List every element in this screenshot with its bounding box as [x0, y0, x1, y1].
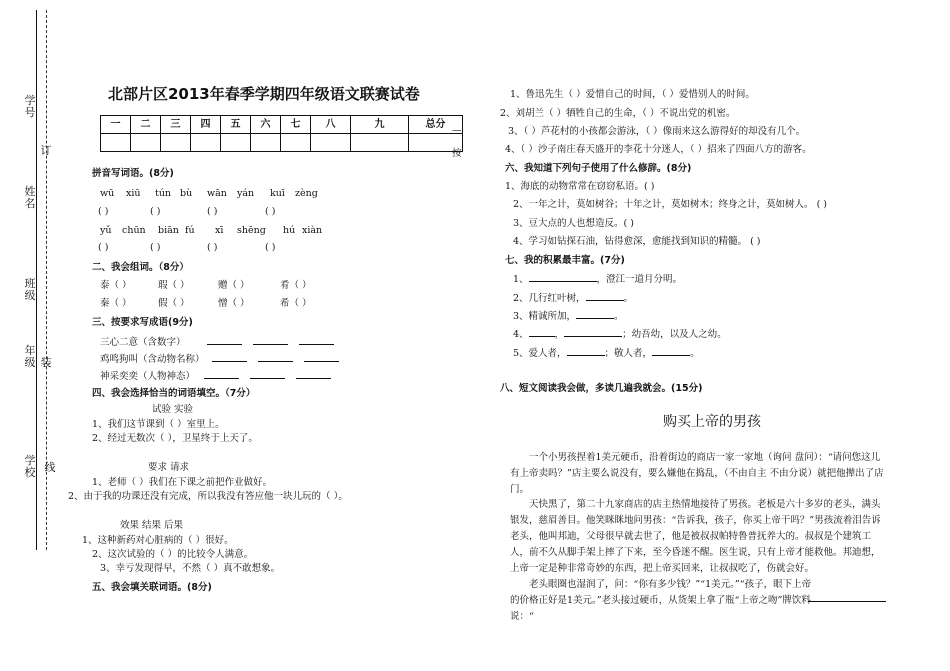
answer-blank[interactable] [207, 336, 242, 345]
answer-blank[interactable] [567, 347, 605, 356]
conjunction-question[interactable]: 4、（ ）沙子南庄春天盛开的李花十分迷人，（ ）招来了四面八方的游客。 [505, 144, 812, 155]
pinyin: kuī [270, 188, 285, 199]
school-label: 学校 [24, 454, 36, 479]
score-cell[interactable] [131, 134, 161, 152]
word-group-item[interactable]: 秦（ ） [100, 298, 132, 309]
poem-text: 。 [690, 348, 700, 359]
zhuang-mark: 装 [40, 356, 52, 369]
pinyin: yǔ [100, 225, 112, 236]
idiom-prompt: 三心二意（含数字） [100, 337, 186, 348]
poem-item [513, 347, 700, 359]
idiom-item [100, 353, 339, 365]
score-cell[interactable] [311, 134, 351, 152]
class-label: 班级 [24, 277, 36, 302]
page-title: 北部片区2013年春季学期四年级语文联赛试卷 [108, 85, 420, 103]
rhetoric-question[interactable]: 3、豆大点的人也想造反。( ) [513, 218, 634, 229]
answer-paren[interactable]: ( ) [98, 206, 109, 217]
score-col: 一 [101, 116, 131, 134]
poem-text: ，澄江一道月分明。 [596, 274, 683, 285]
conjunction-question[interactable]: 3、（ ）芦花村的小孩都会游泳，（ ）像雨来这么游得好的却没有几个。 [508, 126, 806, 137]
answer-paren[interactable]: ( ) [207, 206, 218, 217]
score-cell[interactable] [351, 134, 409, 152]
rhetoric-question[interactable]: 4、学习如钻探石油，钻得愈深，愈能找到知识的精髓。 ( ) [513, 236, 761, 247]
word-group-item[interactable]: 肴（ ） [280, 280, 312, 291]
answer-blank[interactable] [250, 370, 285, 379]
word-choices-1: 试验 实验 [152, 404, 194, 415]
fill-question[interactable]: 2、由于我的功课还没有完成，所以我没有答应他一块儿玩的（ ）。 [68, 491, 348, 502]
pinyin: biān [158, 225, 179, 236]
score-cell[interactable] [221, 134, 251, 152]
answer-paren[interactable]: ( ) [265, 206, 276, 217]
pinyin: fú [185, 225, 195, 236]
number-fill-line [36, 10, 37, 80]
poem-item [513, 292, 633, 304]
answer-blank[interactable] [529, 328, 555, 337]
word-group-item[interactable]: 假（ ） [158, 298, 190, 309]
answer-paren[interactable]: ( ) [207, 242, 218, 253]
answer-blank[interactable] [299, 336, 334, 345]
poem-prefix: 4、 [513, 329, 529, 340]
word-group-item[interactable]: 泰（ ） [100, 280, 132, 291]
pinyin: wū [100, 188, 115, 199]
section-2-title: 二、我会组词。（8分） [92, 262, 189, 273]
poem-prefix: 1、 [513, 274, 529, 285]
section-5-title: 五、我会填关联词语。(8分) [92, 582, 212, 593]
name-label: 姓名 [24, 185, 36, 210]
poem-text: ；幼吾幼，以及人之幼。 [622, 329, 727, 340]
story-paragraph: 天快黑了，第二十九家商店的店主热情地接待了男孩。老板是六十多岁的老头，满头银发，慈眉善目。他笑眯眯地问男孩：“告诉我，孩子，你买上帝干吗？”男孩流着泪告诉老头，他叫邦迪，父母很早就去世了，他是被叔叔帕特鲁普抚养大的。叔叔是个建筑工人，前不久从脚手架上摔了下来，至今昏迷不醒。医生说，只有上帝才能救他。邦迪想，上帝一定是种非常奇妙的东西，把上帝买回来，让叔叔吃了，伤就会好。 [510, 499, 881, 574]
score-col: 四 [191, 116, 221, 134]
binding-line [36, 10, 37, 550]
answer-paren[interactable]: ( ) [150, 206, 161, 217]
pinyin: hú [283, 225, 296, 236]
poem-item [513, 310, 624, 322]
answer-blank[interactable] [529, 273, 597, 282]
pinyin: tún [155, 188, 172, 199]
story-paragraph: 老头眼圈也湿润了，问：“你有多少钱？”“1美元。”“孩子，眼下上帝的价格正好是1美元。”老头接过硬币，从货架上拿了瓶“上帝之吻”牌饮料说：“ [510, 579, 812, 622]
poem-text: 3、精诚所加， [513, 311, 577, 322]
poem-text: 5、爱人者， [513, 348, 567, 359]
fill-question[interactable]: 1、这种新药对心脏病的（ ）很好。 [82, 535, 234, 546]
section-7-title: 七、我的积累最丰富。(7分) [505, 255, 625, 266]
story-paragraph: 一个小男孩捏着1美元硬币，沿着街边的商店一家一家地（询问 盘问）：“请问您这儿有上帝卖吗？”店主要么说没有，要么嫌他在捣乱，（不由自主 不由分说）就把他撵出了店门。 [510, 452, 884, 495]
pinyin: chūn [122, 225, 146, 236]
answer-blank[interactable] [212, 353, 247, 362]
answer-paren[interactable]: ( ) [98, 242, 109, 253]
answer-blank[interactable] [564, 328, 622, 337]
an-mark: 按 [452, 148, 462, 159]
poem-text: 。 [614, 311, 624, 322]
word-choices-3: 效果 结果 后果 [120, 520, 184, 531]
poem-text: 2、几行红叶树， [513, 293, 586, 304]
poem-item [513, 328, 727, 340]
answer-paren[interactable]: ( ) [150, 242, 161, 253]
section-8-title: 八、短文阅读我会做，多读几遍我就会。(15分) [500, 383, 703, 394]
idiom-prompt: 神采奕奕（人物神态） [100, 371, 196, 382]
word-choices-2: 要求 请求 [148, 462, 190, 473]
fill-question[interactable]: 3、幸亏发现得早，不然（ ）真不敢想象。 [100, 563, 281, 574]
number-label: 学号 [24, 94, 36, 119]
score-cell[interactable] [191, 134, 221, 152]
answer-blank[interactable] [652, 347, 690, 356]
answer-blank[interactable] [304, 353, 339, 362]
fill-question[interactable]: 1、老师（ ）我们在下课之前把作业做好。 [92, 477, 273, 488]
word-group-item[interactable]: 希（ ） [280, 298, 312, 309]
idiom-item [100, 370, 331, 382]
answer-blank[interactable] [296, 370, 331, 379]
poem-text: ， [554, 329, 565, 340]
score-col: 八 [311, 116, 351, 134]
score-col: 九 [351, 116, 409, 134]
section-6-title: 六、我知道下列句子使用了什么修辞。(8分) [505, 163, 692, 174]
poem-item [513, 273, 682, 285]
pinyin: zèng [295, 188, 318, 199]
answer-blank[interactable] [586, 292, 624, 301]
answer-blank[interactable] [576, 310, 614, 319]
pinyin: shēng [237, 225, 266, 236]
score-cell[interactable] [101, 134, 131, 152]
conjunction-question[interactable]: 1、鲁迅先生（ ）爱惜自己的时间，（ ）爱惜别人的时间。 [510, 89, 755, 100]
score-col: 总分 [409, 116, 463, 134]
answer-blank[interactable] [253, 336, 288, 345]
fill-question[interactable]: 2、这次试验的（ ）的比较令人满意。 [92, 549, 254, 560]
pinyin: bù [180, 188, 193, 199]
fill-question[interactable]: 1、我们这节课到（ ）室里上。 [92, 419, 225, 430]
answer-paren[interactable]: ( ) [265, 242, 276, 253]
score-col: 七 [281, 116, 311, 134]
section-1-title: 拼音写词语。(8分) [92, 168, 174, 179]
idiom-prompt: 鸡鸣狗叫（含动物名称） [100, 354, 205, 365]
section-3-title: 三、按要求写成语(9分) [92, 317, 193, 328]
xian-mark: 线 [44, 461, 56, 474]
rhetoric-question[interactable]: 1、海底的动物常常在窃窃私语。( ) [505, 181, 655, 192]
answer-blank[interactable] [204, 370, 239, 379]
word-group-item[interactable]: 憎（ ） [218, 298, 250, 309]
score-cell[interactable] [281, 134, 311, 152]
score-cell[interactable] [251, 134, 281, 152]
story-title: 购买上帝的男孩 [663, 414, 761, 430]
pinyin: xī [215, 225, 224, 236]
pinyin: wān [207, 188, 227, 199]
ding-mark: 订 [40, 144, 52, 157]
binding-dash-mark: — [452, 125, 462, 136]
pinyin: yán [237, 188, 255, 199]
score-col: 六 [251, 116, 281, 134]
word-group-item[interactable]: 瑕（ ） [158, 280, 190, 291]
score-col: 五 [221, 116, 251, 134]
answer-blank[interactable] [808, 593, 886, 602]
score-cell[interactable] [161, 134, 191, 152]
rhetoric-question[interactable]: 2、一年之计，莫如树谷；十年之计，莫如树木；终身之计，莫如树人。 ( ) [513, 199, 827, 210]
grade-label: 年级 [24, 344, 36, 369]
pinyin: xiū [126, 188, 141, 199]
score-col: 二 [131, 116, 161, 134]
poem-text: 。 [623, 293, 634, 304]
score-value-row [101, 134, 463, 152]
score-header-row [101, 116, 463, 134]
word-group-item[interactable]: 赠（ ） [218, 280, 250, 291]
pinyin: xiàn [302, 225, 323, 236]
poem-text: ；敬人者， [604, 348, 653, 359]
score-col: 三 [161, 116, 191, 134]
section-4-title: 四、我会选择恰当的词语填空。（7分） [92, 388, 256, 399]
conjunction-question[interactable]: 2、刘胡兰（ ）牺牲自己的生命，（ ）不说出党的机密。 [500, 108, 736, 119]
score-table [100, 115, 463, 152]
fill-question[interactable]: 2、经过无数次（ ），卫星终于上天了。 [92, 433, 258, 444]
answer-blank[interactable] [258, 353, 293, 362]
idiom-item [100, 336, 334, 348]
